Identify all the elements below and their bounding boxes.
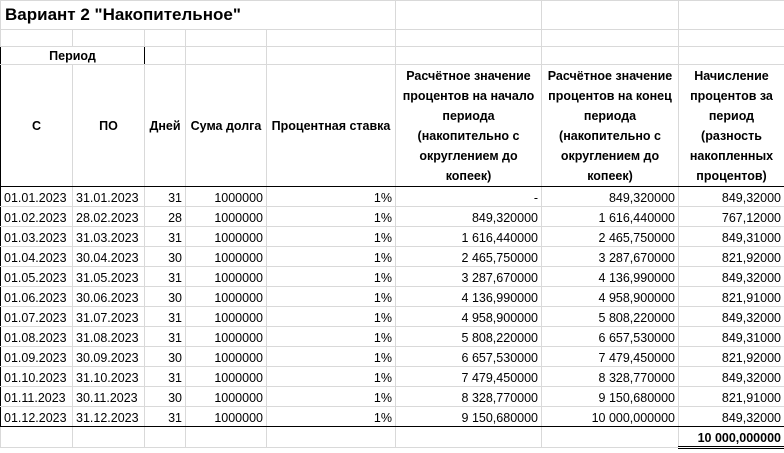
cell-to[interactable]: 31.12.2023 [73,407,145,427]
cell-from[interactable]: 01.09.2023 [1,347,73,367]
table-row [1,347,784,367]
cell-end-value[interactable]: 4 958,900000 [542,287,679,307]
cell-start-value[interactable]: 1 616,440000 [396,227,542,247]
cell-start-value[interactable]: 849,320000 [396,207,542,227]
cell-end-value[interactable]: 8 328,770000 [542,367,679,387]
cell[interactable] [186,47,267,65]
cell-from[interactable]: 01.12.2023 [1,407,73,427]
cell-end-value[interactable]: 3 287,670000 [542,247,679,267]
cell-rate[interactable]: 1% [267,287,396,307]
cell-from[interactable]: 01.05.2023 [1,267,73,287]
cell[interactable] [396,427,542,448]
cell-start-value[interactable]: 8 328,770000 [396,387,542,407]
cell-start-value[interactable]: 9 150,680000 [396,407,542,427]
cell-to[interactable]: 31.03.2023 [73,227,145,247]
cell-days[interactable]: 30 [145,387,186,407]
cell-debt[interactable]: 1000000 [186,327,267,347]
cell-end-value[interactable]: 849,320000 [542,187,679,207]
cell-to[interactable]: 31.10.2023 [73,367,145,387]
cell-accrual[interactable]: 849,32000 [679,367,784,387]
table-row [1,287,784,307]
cell-to[interactable]: 28.02.2023 [73,207,145,227]
header-start-value[interactable]: Расчётное значение процентов на начало периода (накопительно с округлением до копеек) [396,65,542,187]
period-row [1,47,784,65]
sheet-title[interactable]: Вариант 2 "Накопительное" [1,1,396,30]
cell-end-value[interactable]: 9 150,680000 [542,387,679,407]
cell-debt[interactable]: 1000000 [186,187,267,207]
cell-from[interactable]: 01.03.2023 [1,227,73,247]
header-from[interactable]: С [1,65,73,187]
cell-rate[interactable]: 1% [267,207,396,227]
cell-debt[interactable]: 1000000 [186,287,267,307]
cell[interactable] [396,47,542,65]
cell[interactable] [145,30,186,47]
cell-rate[interactable]: 1% [267,307,396,327]
cell-debt[interactable]: 1000000 [186,307,267,327]
header-accrual[interactable]: Начисление процентов за период (разность накопленных процентов) [679,65,784,187]
cell-start-value[interactable]: 7 479,450000 [396,367,542,387]
cell[interactable] [396,30,542,47]
cell-end-value[interactable]: 10 000,000000 [542,407,679,427]
cell[interactable] [1,30,73,47]
header-rate[interactable]: Процентная ставка [267,65,396,187]
cell-from[interactable]: 01.01.2023 [1,187,73,207]
cell-days[interactable]: 30 [145,347,186,367]
cell-days[interactable]: 30 [145,287,186,307]
cell-to[interactable]: 30.04.2023 [73,247,145,267]
total-row [1,427,784,448]
header-to[interactable]: ПО [73,65,145,187]
cell-days[interactable]: 31 [145,367,186,387]
cell[interactable] [679,30,784,47]
cell-accrual[interactable]: 821,92000 [679,247,784,267]
cell[interactable] [267,427,396,448]
header-end-value[interactable]: Расчётное значение процентов на конец периода (накопительно с округлением до копеек) [542,65,679,187]
cell-from[interactable]: 01.11.2023 [1,387,73,407]
cell-to[interactable]: 30.11.2023 [73,387,145,407]
cell-debt[interactable]: 1000000 [186,247,267,267]
cell-start-value[interactable]: - [396,187,542,207]
cell[interactable] [542,47,679,65]
table-row [1,307,784,327]
cell-accrual[interactable]: 849,31000 [679,327,784,347]
cell[interactable] [186,30,267,47]
cell-rate[interactable]: 1% [267,247,396,267]
table-row [1,367,784,387]
cell-accrual[interactable]: 821,92000 [679,347,784,367]
cell-days[interactable]: 31 [145,307,186,327]
cell-start-value[interactable]: 4 958,900000 [396,307,542,327]
cell-accrual[interactable]: 821,91000 [679,387,784,407]
cell-end-value[interactable]: 2 465,750000 [542,227,679,247]
cell-from[interactable]: 01.07.2023 [1,307,73,327]
total-value[interactable]: 10 000,000000 [679,427,784,448]
cell[interactable] [396,1,542,30]
cell-rate[interactable]: 1% [267,347,396,367]
table-row [1,247,784,267]
cell[interactable] [679,1,784,30]
cell-rate[interactable]: 1% [267,407,396,427]
table-row [1,227,784,247]
cell-accrual[interactable]: 849,32000 [679,307,784,327]
header-days[interactable]: Дней [145,65,186,187]
cell[interactable] [679,47,784,65]
cell-days[interactable]: 31 [145,187,186,207]
table-row [1,207,784,227]
cell-accrual[interactable]: 849,32000 [679,187,784,207]
cell[interactable] [1,427,73,448]
header-row [1,65,784,187]
cell[interactable] [145,47,186,65]
cell-rate[interactable]: 1% [267,367,396,387]
cell-end-value[interactable]: 5 808,220000 [542,307,679,327]
cell-start-value[interactable]: 2 465,750000 [396,247,542,267]
table-row [1,327,784,347]
cell-debt[interactable]: 1000000 [186,347,267,367]
cell-from[interactable]: 01.06.2023 [1,287,73,307]
cell-accrual[interactable]: 849,32000 [679,267,784,287]
cell-rate[interactable]: 1% [267,327,396,347]
cell-debt[interactable]: 1000000 [186,367,267,387]
cell-days[interactable]: 28 [145,207,186,227]
cell-accrual[interactable]: 767,12000 [679,207,784,227]
cell[interactable] [267,30,396,47]
cell-end-value[interactable]: 1 616,440000 [542,207,679,227]
cell-rate[interactable]: 1% [267,267,396,287]
cell-end-value[interactable]: 4 136,990000 [542,267,679,287]
cell-days[interactable]: 30 [145,247,186,267]
title-row [1,1,784,30]
table-row [1,387,784,407]
cell-days[interactable]: 31 [145,407,186,427]
cell-days[interactable]: 31 [145,327,186,347]
table-row [1,407,784,427]
cell-from[interactable]: 01.10.2023 [1,367,73,387]
cell-debt[interactable]: 1000000 [186,267,267,287]
cell-accrual[interactable]: 849,32000 [679,407,784,427]
cell-end-value[interactable]: 6 657,530000 [542,327,679,347]
cell[interactable] [542,427,679,448]
cell-to[interactable]: 30.09.2023 [73,347,145,367]
cell-rate[interactable]: 1% [267,227,396,247]
cell-start-value[interactable]: 3 287,670000 [396,267,542,287]
cell-from[interactable]: 01.08.2023 [1,327,73,347]
cell-debt[interactable]: 1000000 [186,227,267,247]
cell-debt[interactable]: 1000000 [186,207,267,227]
cell-to[interactable]: 30.06.2023 [73,287,145,307]
cell-from[interactable]: 01.02.2023 [1,207,73,227]
cell-start-value[interactable]: 5 808,220000 [396,327,542,347]
cell-start-value[interactable]: 4 136,990000 [396,287,542,307]
cell[interactable] [73,30,145,47]
cell-days[interactable]: 31 [145,227,186,247]
cell[interactable] [73,427,145,448]
cell-rate[interactable]: 1% [267,387,396,407]
cell-to[interactable]: 31.05.2023 [73,267,145,287]
cell-accrual[interactable]: 821,91000 [679,287,784,307]
table-row [1,267,784,287]
header-debt[interactable]: Сума долга [186,65,267,187]
cell[interactable] [145,427,186,448]
cell[interactable] [186,427,267,448]
cell-start-value[interactable]: 6 657,530000 [396,347,542,367]
cell-debt[interactable]: 1000000 [186,407,267,427]
cell[interactable] [267,47,396,65]
cell-to[interactable]: 31.08.2023 [73,327,145,347]
blank-row [1,30,784,47]
cell-days[interactable]: 31 [145,267,186,287]
cell[interactable] [542,30,679,47]
cell[interactable] [542,1,679,30]
period-label[interactable]: Период [1,47,145,65]
table-row [1,187,784,207]
cell-rate[interactable]: 1% [267,187,396,207]
cell-from[interactable]: 01.04.2023 [1,247,73,267]
cell-to[interactable]: 31.01.2023 [73,187,145,207]
cell-end-value[interactable]: 7 479,450000 [542,347,679,367]
cell-accrual[interactable]: 849,31000 [679,227,784,247]
cell-to[interactable]: 31.07.2023 [73,307,145,327]
cell-debt[interactable]: 1000000 [186,387,267,407]
